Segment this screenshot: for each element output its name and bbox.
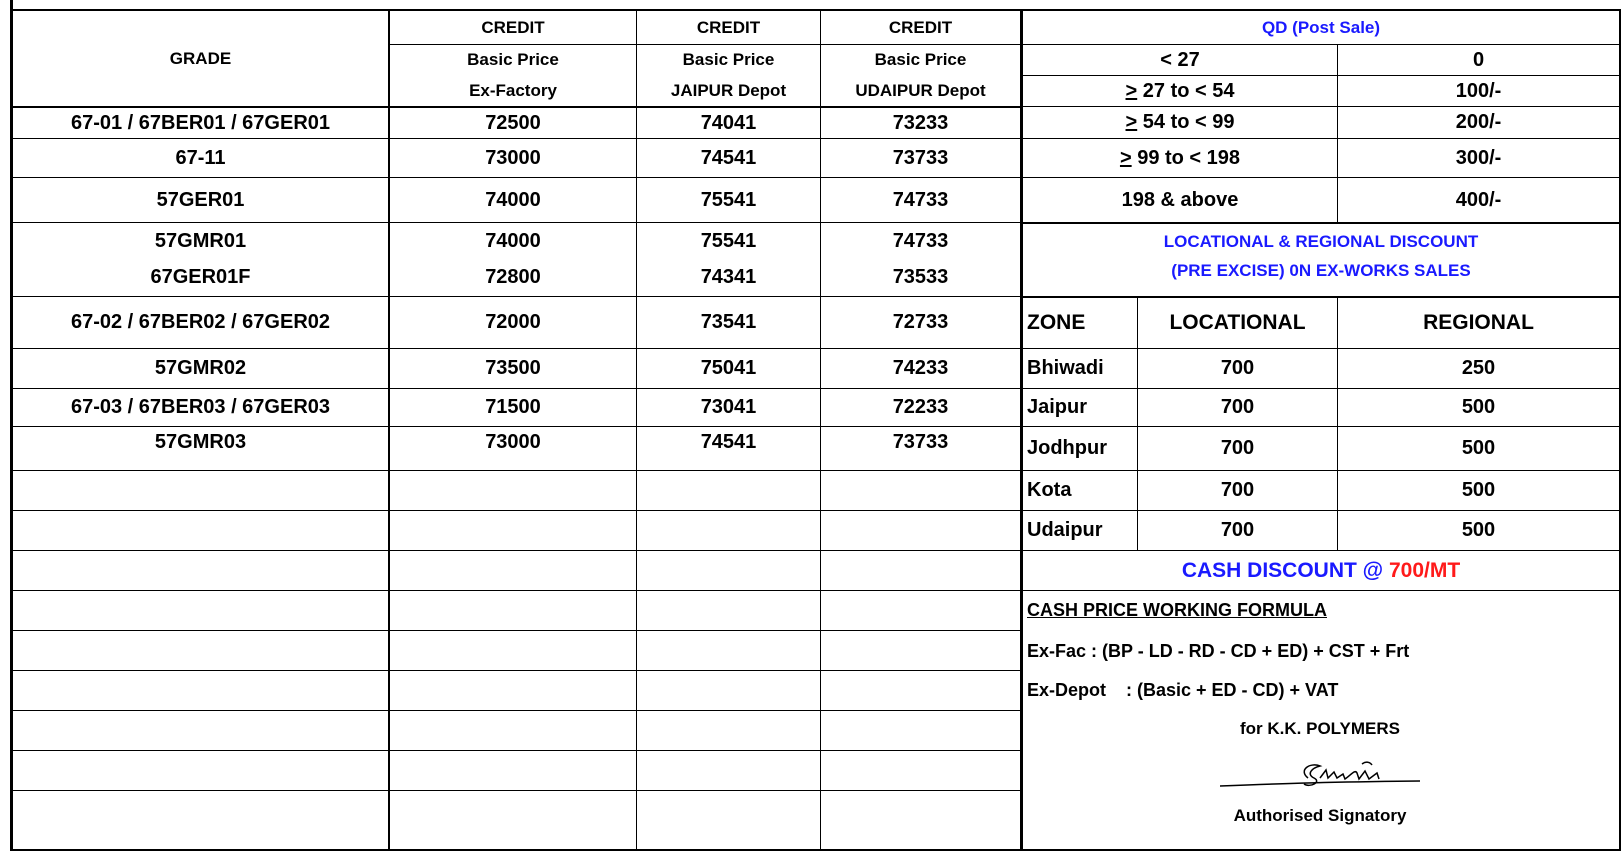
table-row-udaipur: 73733 [892,431,949,453]
table-row-grade: 57GMR02 [154,357,247,379]
authorised-signatory: Authorised Signatory [1233,806,1407,825]
qd-title: QD (Post Sale) [1261,17,1381,37]
table-row-grade: 57GER01 [156,188,245,211]
table-row-jaipur: 74541 [700,146,757,169]
zone-locational: 700 [1220,437,1255,459]
cash-discount-amount: 700/MT [1388,558,1461,582]
table-row-grade: 57GMR01 [154,229,247,252]
signature-icon [1210,748,1430,798]
zone-locational: 700 [1220,519,1255,541]
table-row-jaipur: 75541 [700,229,757,252]
formula-ex-depot: Ex-Depot : (Basic + ED - CD) + VAT [1027,679,1339,700]
table-row-udaipur: 72733 [892,311,949,333]
table-row-exf: 73500 [485,357,541,379]
table-row-jaipur: 74041 [700,111,757,134]
table-row-exf: 72500 [485,111,541,134]
table-row-jaipur: 75541 [700,188,757,211]
table-row-udaipur: 73533 [892,266,949,288]
qd-value: 300/- [1455,146,1502,169]
table-row-exf: 74000 [485,229,541,252]
table-row-jaipur: 73541 [700,311,757,333]
zone-locational: 700 [1220,479,1255,501]
table-row-udaipur: 72233 [892,396,949,418]
cash-discount [1023,551,1619,590]
zone-regional: 500 [1461,396,1496,418]
qd-value: 100/- [1455,79,1502,102]
table-row-udaipur: 73233 [892,111,949,134]
col2-credit: CREDIT [696,17,761,37]
col1-basic: Basic Price [467,50,559,69]
col1-location: Ex-Factory [469,81,557,100]
zone-regional: 500 [1461,437,1496,459]
qd-value: 0 [1472,48,1485,71]
zone-regional: 250 [1461,357,1496,379]
formula-title: CASH PRICE WORKING FORMULA [1027,600,1327,620]
price-sheet [10,0,1621,851]
qd-value: 400/- [1455,188,1502,211]
zone-locational: 700 [1220,396,1255,418]
table-row-udaipur: 73733 [892,146,949,169]
qd-range: < 27 [1160,48,1200,71]
table-row-grade: 67-03 / 67BER03 / 67GER03 [70,396,331,418]
qd-range: 198 & above [1121,188,1239,211]
zone-name: Jodhpur [1027,437,1107,459]
col3-location: UDAIPUR Depot [855,81,986,100]
zone-name: Bhiwadi [1027,357,1104,379]
regional-header: REGIONAL [1423,311,1534,334]
table-row-exf: 74000 [485,188,541,211]
qd-range: > 99 to < 198 [1119,146,1241,169]
zone-name: Jaipur [1027,396,1088,418]
table-row-grade: 67-01 / 67BER01 / 67GER01 [70,111,331,134]
for-company: for K.K. POLYMERS [1240,719,1400,738]
qd-value: 200/- [1455,111,1502,133]
col2-location: JAIPUR Depot [670,81,787,100]
zone-regional: 500 [1461,479,1496,501]
table-row-udaipur: 74733 [892,188,949,211]
formula-ex-fac: Ex-Fac : (BP - LD - RD - CD + ED) + CST + Frt [1027,640,1410,661]
table-row-grade: 67-11 [175,146,226,169]
col3-basic: Basic Price [874,50,967,69]
table-row-exf: 72000 [485,311,541,333]
table-row-exf: 73000 [485,146,541,169]
discount-title-1: LOCATIONAL & REGIONAL DISCOUNT [1163,232,1479,251]
qd-range: > 27 to < 54 [1125,79,1235,102]
col2-basic: Basic Price [682,50,775,69]
table-row-udaipur: 74233 [892,357,949,379]
table-row-exf: 72800 [485,266,541,288]
zone-regional: 500 [1461,519,1496,541]
table-row-jaipur: 74541 [700,431,757,453]
table-row-grade: 67GER01F [150,266,251,288]
col3-credit: CREDIT [888,17,953,37]
table-row-jaipur: 75041 [700,357,757,379]
cash-discount-label: CASH DISCOUNT @ [1181,558,1389,582]
table-row-grade: 57GMR03 [154,431,247,453]
discount-title-2: (PRE EXCISE) 0N EX-WORKS SALES [1171,261,1471,280]
table-row-udaipur: 74733 [892,229,949,252]
zone-locational: 700 [1220,357,1255,379]
table-row-grade: 67-02 / 67BER02 / 67GER02 [70,311,331,333]
zone-name: Udaipur [1027,519,1103,541]
table-row-exf: 73000 [485,431,541,453]
col1-credit: CREDIT [481,17,545,37]
zone-name: Kota [1027,479,1072,501]
table-row-exf: 71500 [485,396,541,418]
zone-header: ZONE [1027,311,1086,334]
table-row-jaipur: 73041 [700,396,757,418]
table-row-jaipur: 74341 [700,266,757,288]
grade-header: GRADE [169,48,232,68]
locational-header: LOCATIONAL [1169,311,1306,334]
qd-range: > 54 to < 99 [1125,111,1235,133]
